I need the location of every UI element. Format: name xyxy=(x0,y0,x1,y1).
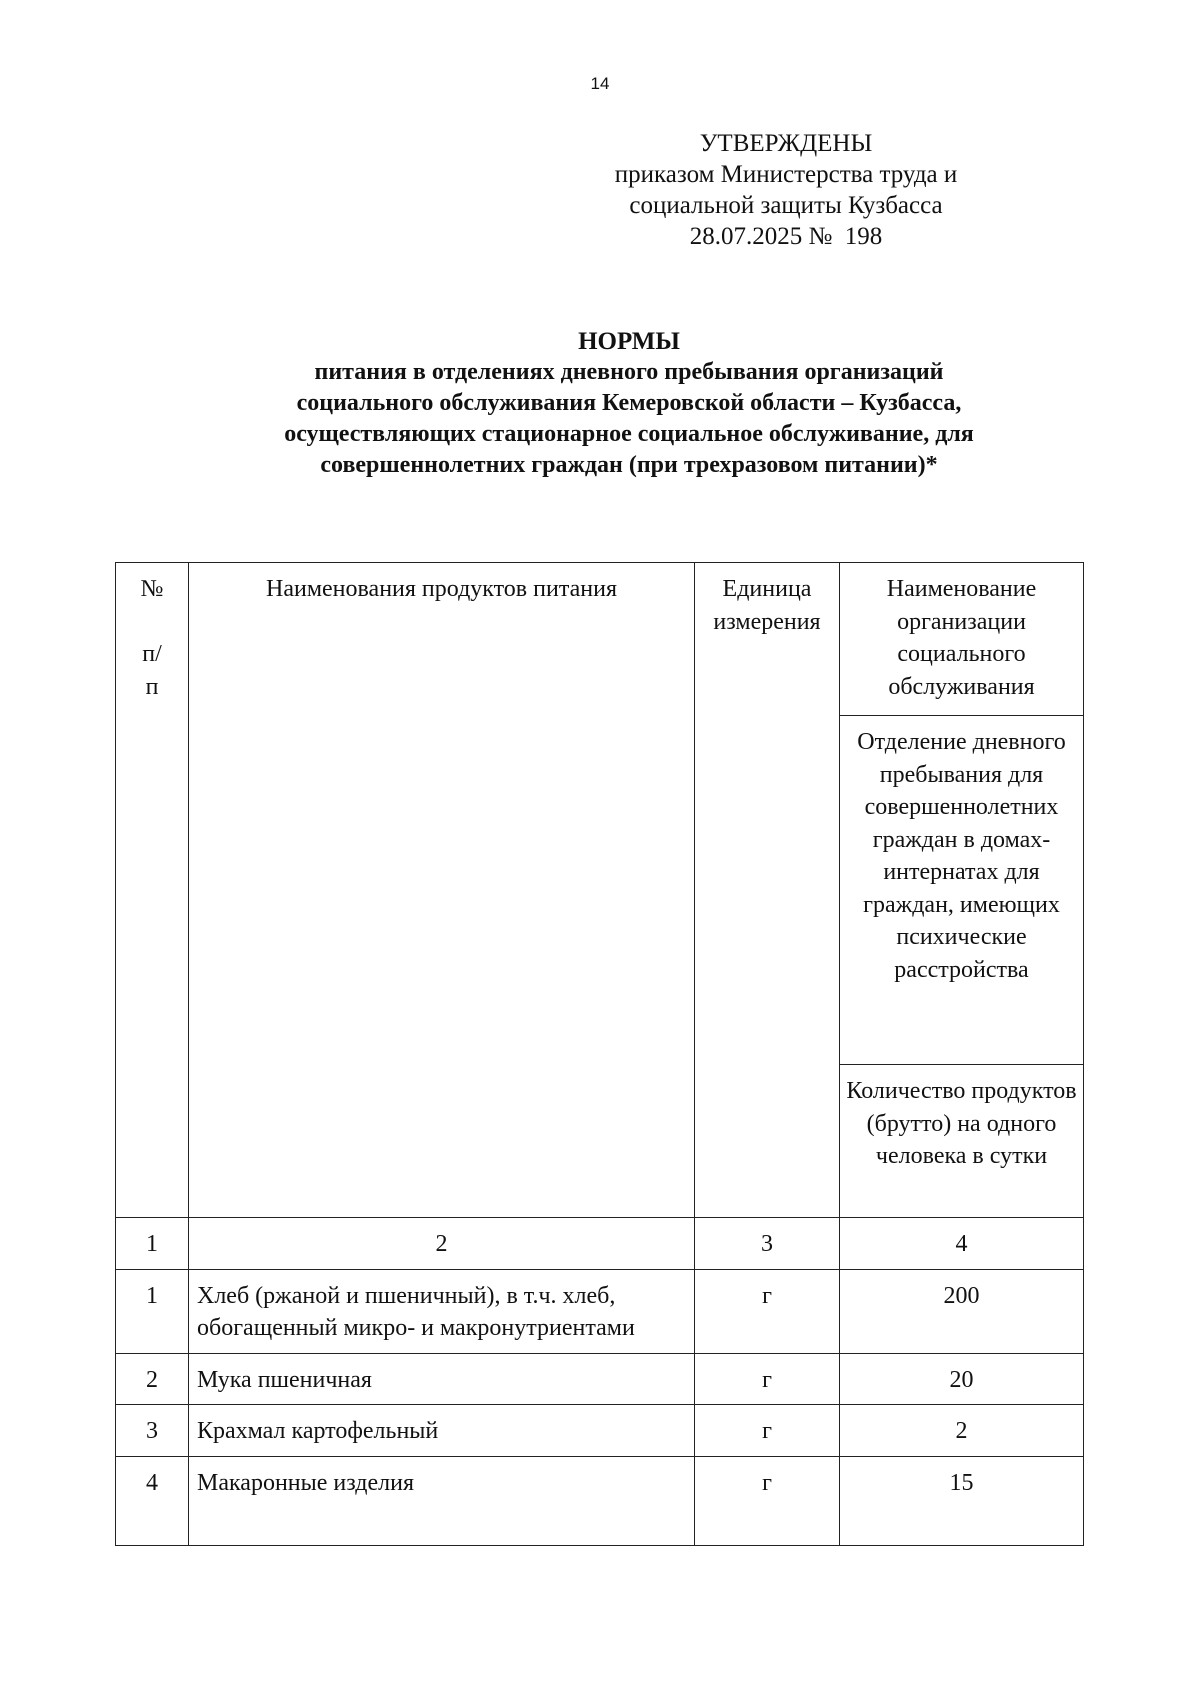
approval-line: приказом Министерства труда и xyxy=(614,161,958,188)
unit: г xyxy=(695,1353,840,1405)
table-row xyxy=(116,1353,1084,1405)
header-product: Наименования продуктов питания xyxy=(189,563,695,1218)
column-number: 4 xyxy=(840,1218,1084,1270)
header-number-sign: № xyxy=(140,576,164,602)
unit: г xyxy=(695,1456,840,1545)
approval-line: УТВЕРЖДЕНЫ xyxy=(699,130,873,157)
unit: г xyxy=(695,1269,840,1353)
header-unit: Единица измерения xyxy=(695,563,840,1218)
table-row xyxy=(116,1456,1084,1545)
row-number: 4 xyxy=(116,1456,189,1545)
header-department: Отделение дневного пребывания для совершеннолетних граждан в домах-интернатах для граждан, имеющих психические расстройства xyxy=(840,716,1084,1065)
title-line: осуществляющих стационарное социальное обслуживание, для xyxy=(284,421,974,447)
header-number-part: п xyxy=(145,673,159,700)
product-name: Хлеб (ржаной и пшеничный), в т.ч. хлеб, обогащенный микро- и макронутриентами xyxy=(189,1269,695,1353)
page-number: 14 xyxy=(590,74,610,93)
title-line: питания в отделениях дневного пребывания организаций xyxy=(314,359,944,385)
row-number: 2 xyxy=(116,1353,189,1405)
header-organization: Наименование организации социального обслуживания xyxy=(840,563,1084,716)
product-name: Крахмал картофельный xyxy=(189,1405,695,1457)
row-number: 3 xyxy=(116,1405,189,1457)
approval-line: социальной защиты Кузбасса xyxy=(629,192,943,219)
amount: 200 xyxy=(840,1269,1084,1353)
column-number-row xyxy=(116,1218,1084,1270)
approval-date-number: 28.07.2025 № 198 xyxy=(689,223,883,250)
amount: 2 xyxy=(840,1405,1084,1457)
amount: 20 xyxy=(840,1353,1084,1405)
row-number: 1 xyxy=(116,1269,189,1353)
table-row xyxy=(116,1405,1084,1457)
table-header-row xyxy=(116,563,1084,716)
title-line: совершеннолетних граждан (при трехразовом питании)* xyxy=(320,452,938,478)
title-heading: НОРМЫ xyxy=(578,328,680,355)
amount: 15 xyxy=(840,1456,1084,1545)
column-number: 2 xyxy=(189,1218,695,1270)
header-number xyxy=(116,563,189,1218)
title-line: социального обслуживания Кемеровской области – Кузбасса, xyxy=(296,390,962,416)
product-name: Макаронные изделия xyxy=(189,1456,695,1545)
header-number-part: п/ xyxy=(142,641,162,667)
column-number: 1 xyxy=(116,1218,189,1270)
approval-block xyxy=(596,128,976,252)
document-title xyxy=(160,326,1098,481)
column-number: 3 xyxy=(695,1218,840,1270)
header-quantity: Количество продуктов (брутто) на одного человека в сутки xyxy=(840,1065,1084,1218)
unit: г xyxy=(695,1405,840,1457)
table-row xyxy=(116,1269,1084,1353)
nutrition-norms-table xyxy=(115,562,1084,1546)
product-name: Мука пшеничная xyxy=(189,1353,695,1405)
